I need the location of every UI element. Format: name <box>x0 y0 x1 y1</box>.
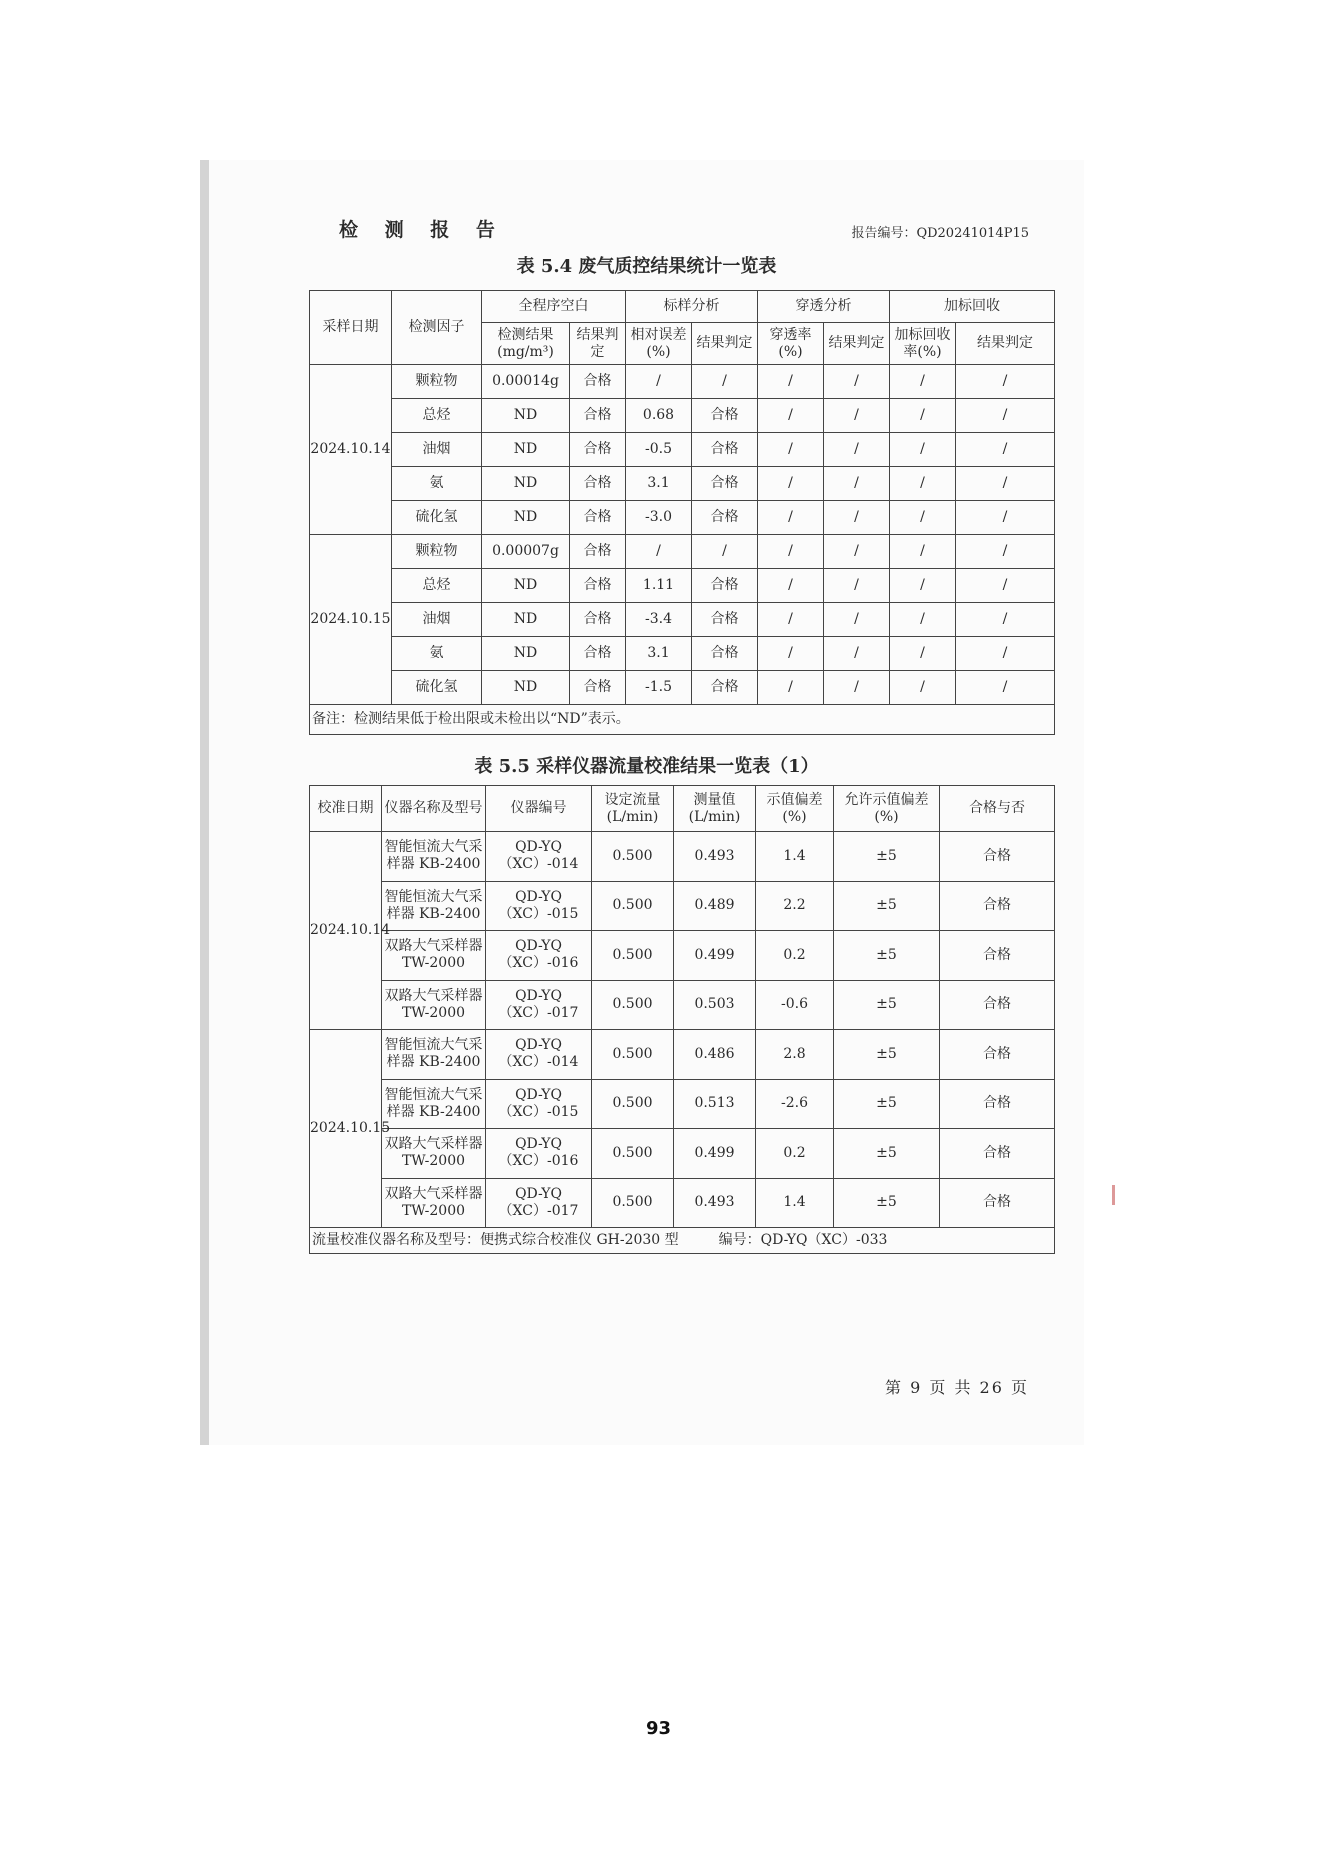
table-cell: ±5 <box>834 1178 940 1228</box>
table-cell: 颗粒物 <box>392 535 482 569</box>
header-cell: 合格与否 <box>940 786 1055 832</box>
table-row <box>310 1129 1055 1179</box>
table-cell: 颗粒物 <box>392 365 482 399</box>
table-cell: 0.500 <box>592 980 674 1030</box>
table-5-4-caption: 表 5.4 废气质控结果统计一览表 <box>516 256 777 277</box>
table-cell: / <box>890 637 956 671</box>
table-cell: / <box>758 671 824 705</box>
table-cell: 0.493 <box>674 832 756 882</box>
table-row <box>310 467 1055 501</box>
table-row <box>310 980 1055 1030</box>
report-title: 检 测 报 告 <box>339 219 505 241</box>
table-cell: 0.500 <box>592 1178 674 1228</box>
table-cell: 总烃 <box>392 399 482 433</box>
table-cell: / <box>824 535 890 569</box>
table-cell: 双路大气采样器 TW-2000 <box>382 1129 486 1179</box>
header-cell: 加标回收率(%) <box>890 323 956 365</box>
table-cell: 合格 <box>940 1129 1055 1179</box>
table-row <box>310 931 1055 981</box>
table-cell: / <box>758 399 824 433</box>
header-cell: 仪器编号 <box>486 786 592 832</box>
table-cell: 油烟 <box>392 433 482 467</box>
table-cell: / <box>890 569 956 603</box>
table-note-row <box>310 1228 1055 1254</box>
table-cell: / <box>824 637 890 671</box>
table-row <box>310 1178 1055 1228</box>
table-cell: 合格 <box>692 671 758 705</box>
table-note <box>310 1228 1055 1254</box>
date-cell: 2024.10.15 <box>310 535 392 705</box>
table-cell: 氨 <box>392 467 482 501</box>
qc-results-table <box>309 290 1055 735</box>
table-cell: / <box>890 399 956 433</box>
table-cell: 合格 <box>692 399 758 433</box>
table-row <box>310 501 1055 535</box>
table-row <box>310 365 1055 399</box>
table-cell: / <box>626 365 692 399</box>
table-cell: / <box>890 365 956 399</box>
table-row <box>310 569 1055 603</box>
date-cell: 2024.10.14 <box>310 365 392 535</box>
table-cell: 合格 <box>692 569 758 603</box>
table-cell: 油烟 <box>392 603 482 637</box>
header-cell: 结果判定 <box>956 323 1055 365</box>
table-cell: 合格 <box>940 1079 1055 1129</box>
table-row <box>310 671 1055 705</box>
table-row <box>310 433 1055 467</box>
table-cell: -0.6 <box>756 980 834 1030</box>
table-cell: 0.68 <box>626 399 692 433</box>
table-cell: / <box>758 603 824 637</box>
table-cell: 双路大气采样器 TW-2000 <box>382 931 486 981</box>
red-margin-mark <box>1112 1185 1115 1205</box>
table-cell: QD-YQ（XC）-017 <box>486 1178 592 1228</box>
table-cell: / <box>824 671 890 705</box>
table-cell: 合格 <box>940 1178 1055 1228</box>
table-cell: -3.0 <box>626 501 692 535</box>
header-cell: 全程序空白 <box>482 291 626 323</box>
header-cell: 设定流量(L/min) <box>592 786 674 832</box>
footer-page-number: 93 <box>645 1718 672 1739</box>
table-cell: ±5 <box>834 881 940 931</box>
table-5-5-caption: 表 5.5 采样仪器流量校准结果一览表（1） <box>474 756 819 777</box>
table-cell: 0.499 <box>674 1129 756 1179</box>
table-cell: ±5 <box>834 1030 940 1080</box>
table-cell: 合格 <box>570 365 626 399</box>
table-cell: 2.8 <box>756 1030 834 1080</box>
table-cell: / <box>824 501 890 535</box>
header-cell: 检测结果(mg/m³) <box>482 323 570 365</box>
table-cell: / <box>956 365 1055 399</box>
header-cell: 示值偏差(%) <box>756 786 834 832</box>
header-cell: 穿透率(%) <box>758 323 824 365</box>
table-cell: / <box>758 433 824 467</box>
scanned-page <box>200 160 1084 1445</box>
table-cell: 合格 <box>940 931 1055 981</box>
table-cell: 智能恒流大气采样器 KB-2400 <box>382 881 486 931</box>
table-cell: 合格 <box>692 637 758 671</box>
table-cell: 0.500 <box>592 1129 674 1179</box>
table-cell: 智能恒流大气采样器 KB-2400 <box>382 832 486 882</box>
table-cell: QD-YQ（XC）-017 <box>486 980 592 1030</box>
header-cell: 加标回收 <box>890 291 1055 323</box>
table-cell: 合格 <box>570 433 626 467</box>
table-cell: 0.2 <box>756 931 834 981</box>
table-cell: / <box>758 467 824 501</box>
table-cell: 合格 <box>570 637 626 671</box>
table-cell: QD-YQ（XC）-015 <box>486 881 592 931</box>
report-number: 报告编号：QD20241014P15 <box>851 226 1029 241</box>
header-cell: 标样分析 <box>626 291 758 323</box>
calibrator-number: 编号：QD-YQ（XC）-033 <box>718 1232 888 1249</box>
table-cell: / <box>956 433 1055 467</box>
table-cell: 合格 <box>940 1030 1055 1080</box>
table-cell: 合格 <box>940 980 1055 1030</box>
header-cell: 相对误差(%) <box>626 323 692 365</box>
table-cell: / <box>890 433 956 467</box>
table-cell: / <box>692 535 758 569</box>
table-cell: 1.4 <box>756 832 834 882</box>
table-cell: ±5 <box>834 931 940 981</box>
table-row <box>310 1030 1055 1080</box>
table-cell: 智能恒流大气采样器 KB-2400 <box>382 1079 486 1129</box>
header-cell: 测量值(L/min) <box>674 786 756 832</box>
table-cell: ±5 <box>834 980 940 1030</box>
header-cell: 检测因子 <box>392 291 482 365</box>
table-note-row <box>310 705 1055 735</box>
table-cell: / <box>692 365 758 399</box>
table-cell: -3.4 <box>626 603 692 637</box>
table-cell: 合格 <box>692 501 758 535</box>
table-cell: 硫化氢 <box>392 501 482 535</box>
table-cell: ND <box>482 603 570 637</box>
header-cell: 仪器名称及型号 <box>382 786 486 832</box>
table-note: 备注：检测结果低于检出限或未检出以“ND”表示。 <box>310 705 1055 735</box>
table-cell: 0.500 <box>592 881 674 931</box>
table-cell: 合格 <box>692 433 758 467</box>
table-cell: / <box>758 535 824 569</box>
table-header-row <box>310 786 1055 832</box>
table-cell: 0.2 <box>756 1129 834 1179</box>
table-cell: ND <box>482 433 570 467</box>
table-cell: ND <box>482 637 570 671</box>
header-cell: 结果判定 <box>570 323 626 365</box>
date-cell: 2024.10.14 <box>310 832 382 1030</box>
table-cell: 合格 <box>570 671 626 705</box>
table-cell: / <box>824 433 890 467</box>
table-cell: 0.499 <box>674 931 756 981</box>
table-cell: 0.00007g <box>482 535 570 569</box>
table-cell: / <box>890 671 956 705</box>
table-cell: 氨 <box>392 637 482 671</box>
table-cell: / <box>956 603 1055 637</box>
table-cell: / <box>956 399 1055 433</box>
table-cell: / <box>956 569 1055 603</box>
calibration-table <box>309 785 1055 1254</box>
date-cell: 2024.10.15 <box>310 1030 382 1228</box>
table-cell: / <box>626 535 692 569</box>
table-cell: -2.6 <box>756 1079 834 1129</box>
table-cell: / <box>824 569 890 603</box>
table-cell: 合格 <box>940 832 1055 882</box>
table-cell: 合格 <box>692 467 758 501</box>
table-cell: 3.1 <box>626 637 692 671</box>
table-cell: 双路大气采样器 TW-2000 <box>382 1178 486 1228</box>
table-cell: 合格 <box>570 501 626 535</box>
table-cell: 总烃 <box>392 569 482 603</box>
table-cell: / <box>890 603 956 637</box>
header-cell: 采样日期 <box>310 291 392 365</box>
calibrator-device: 流量校准仪器名称及型号：便携式综合校准仪 GH-2030 型 <box>312 1232 679 1249</box>
page-indicator: 第 9 页 共 26 页 <box>885 1378 1029 1397</box>
table-row <box>310 1079 1055 1129</box>
table-row <box>310 637 1055 671</box>
table-cell: QD-YQ（XC）-016 <box>486 931 592 981</box>
table-cell: ND <box>482 467 570 501</box>
table-row <box>310 881 1055 931</box>
table-cell: 智能恒流大气采样器 KB-2400 <box>382 1030 486 1080</box>
table-cell: ±5 <box>834 1129 940 1179</box>
table-cell: / <box>824 365 890 399</box>
table-cell: 合格 <box>570 603 626 637</box>
table-cell: / <box>758 365 824 399</box>
table-cell: 0.489 <box>674 881 756 931</box>
table-cell: / <box>956 637 1055 671</box>
table-cell: / <box>890 467 956 501</box>
table-cell: / <box>956 535 1055 569</box>
header-cell: 允许示值偏差(%) <box>834 786 940 832</box>
table-cell: ND <box>482 569 570 603</box>
table-cell: QD-YQ（XC）-014 <box>486 832 592 882</box>
table-cell: 0.503 <box>674 980 756 1030</box>
table-row <box>310 399 1055 433</box>
table-cell: / <box>758 569 824 603</box>
table-cell: 合格 <box>570 399 626 433</box>
table-cell: 3.1 <box>626 467 692 501</box>
header-cell: 穿透分析 <box>758 291 890 323</box>
table-cell: 0.500 <box>592 832 674 882</box>
table-cell: 0.00014g <box>482 365 570 399</box>
table-cell: / <box>890 501 956 535</box>
table-cell: / <box>824 467 890 501</box>
table-cell: 合格 <box>692 603 758 637</box>
table-cell: 硫化氢 <box>392 671 482 705</box>
table-header-row <box>310 291 1055 323</box>
table-cell: 1.4 <box>756 1178 834 1228</box>
table-cell: 0.500 <box>592 931 674 981</box>
table-cell: 2.2 <box>756 881 834 931</box>
header-cell: 结果判定 <box>692 323 758 365</box>
table-row <box>310 603 1055 637</box>
table-cell: 0.500 <box>592 1079 674 1129</box>
table-cell: 0.493 <box>674 1178 756 1228</box>
table-cell: 合格 <box>570 535 626 569</box>
table-cell: 0.500 <box>592 1030 674 1080</box>
table-cell: / <box>956 501 1055 535</box>
table-cell: -0.5 <box>626 433 692 467</box>
header-cell: 结果判定 <box>824 323 890 365</box>
table-cell: / <box>956 467 1055 501</box>
table-cell: 双路大气采样器 TW-2000 <box>382 980 486 1030</box>
table-cell: ±5 <box>834 832 940 882</box>
table-cell: ND <box>482 399 570 433</box>
table-cell: -1.5 <box>626 671 692 705</box>
table-cell: ND <box>482 671 570 705</box>
table-cell: / <box>824 603 890 637</box>
table-cell: / <box>758 637 824 671</box>
table-cell: 0.513 <box>674 1079 756 1129</box>
table-cell: ND <box>482 501 570 535</box>
table-cell: QD-YQ（XC）-016 <box>486 1129 592 1179</box>
table-cell: 1.11 <box>626 569 692 603</box>
table-cell: / <box>956 671 1055 705</box>
table-cell: QD-YQ（XC）-015 <box>486 1079 592 1129</box>
table-row <box>310 832 1055 882</box>
table-row <box>310 535 1055 569</box>
table-cell: 合格 <box>570 467 626 501</box>
table-cell: ±5 <box>834 1079 940 1129</box>
table-cell: QD-YQ（XC）-014 <box>486 1030 592 1080</box>
table-cell: 合格 <box>570 569 626 603</box>
table-cell: / <box>758 501 824 535</box>
table-cell: / <box>824 399 890 433</box>
table-cell: 0.486 <box>674 1030 756 1080</box>
table-cell: 合格 <box>940 881 1055 931</box>
table-cell: / <box>890 535 956 569</box>
header-cell: 校准日期 <box>310 786 382 832</box>
